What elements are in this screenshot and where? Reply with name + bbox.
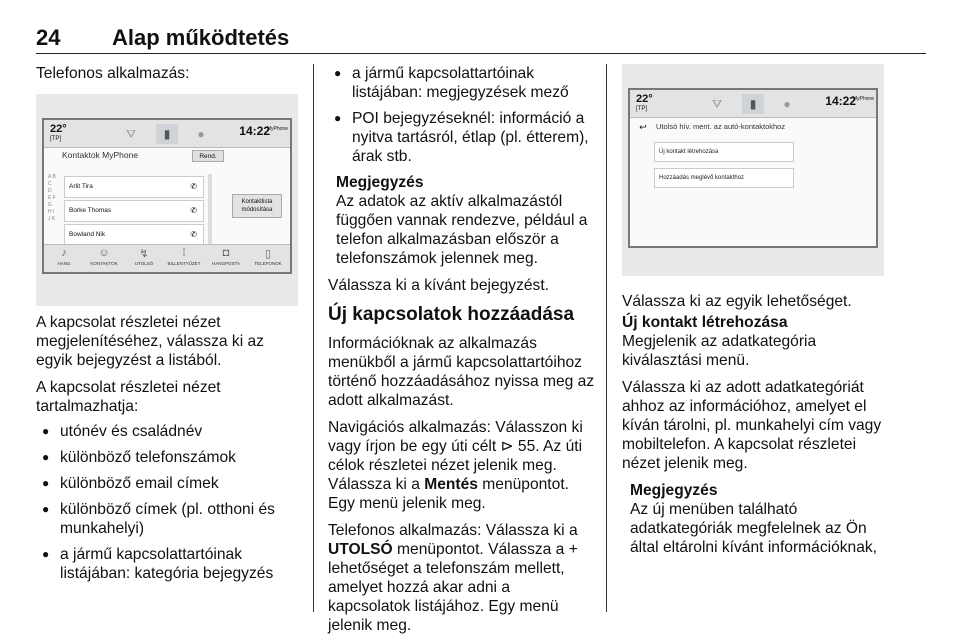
- contact-row[interactable]: [64, 200, 204, 222]
- column-3: [622, 64, 892, 565]
- column-divider: [313, 64, 314, 612]
- phone-app-icon[interactable]: ▮: [742, 94, 764, 114]
- list-item: ● különböző címek (pl. otthoni és munkahelyi): [36, 500, 298, 538]
- list-item: ● POI bejegyzéseknél: információ a nyitva tartásról, étlap (pl. étterem), árak stb.: [328, 109, 596, 166]
- menu-phones[interactable]: ▯ TELEFONOK: [250, 247, 286, 266]
- paragraph: Telefonos alkalmazás: Válassza ki a UTOLSÓ menüpontot. Válassza a + lehetőséget a telefonszám mellett, amelyet hozzá akar adni a kapcsolatok listájához. Egy menü jelenik meg.: [328, 522, 578, 634]
- paragraph: Információknak az alkalmazás menükből a jármű kapcsolattartóihoz történő hozzáadásához nyissa meg az adott alkalmazást.: [328, 335, 595, 409]
- screenshot-spacer: [622, 64, 892, 292]
- contact-row[interactable]: [64, 224, 204, 246]
- note-heading: Megjegyzés: [336, 174, 424, 191]
- list-item: ● különböző telefonszámok: [36, 448, 298, 467]
- sort-button[interactable]: Rend.: [192, 150, 224, 162]
- note-text: Az új menüben található adatkategóriák megfelelnek az Ön által eltárolni kívánt információknak,: [630, 501, 878, 556]
- phone-app-icon[interactable]: ▮: [156, 124, 178, 144]
- note-box: [630, 481, 892, 557]
- clock: 14:22: [239, 124, 270, 138]
- phone-name: MyPhone: [852, 96, 874, 102]
- keypad-icon: ⁞: [182, 247, 186, 259]
- phone-icon[interactable]: ✆: [190, 182, 197, 191]
- clock: 14:22: [825, 94, 856, 108]
- details-list-continued: [328, 64, 596, 166]
- traffic-program: [TP]: [636, 106, 648, 112]
- phone-icon[interactable]: ✆: [190, 230, 197, 239]
- phone-icon[interactable]: ✆: [190, 206, 197, 215]
- temperature: 22°: [50, 123, 67, 135]
- list-item: ● utónév és családnév: [36, 422, 298, 441]
- list-item: ● a jármű kapcsolattartóinak listájában: kategória bejegyzés: [36, 545, 298, 583]
- navigation-icon[interactable]: ⛛: [711, 97, 723, 111]
- paragraph: A kapcsolat részletei nézet megjelenítéséhez, válassza ki az egyik bejegyzést a listából.: [36, 314, 264, 369]
- section-title: Új kapcsolatok hozzáadása: [328, 304, 575, 325]
- navigation-icon[interactable]: ⛛: [125, 127, 137, 141]
- traffic-program: [TP]: [50, 136, 62, 142]
- alphabet-index[interactable]: A B C D E F G H I J K: [48, 174, 56, 222]
- page-reference[interactable]: ⊳ 55: [500, 438, 536, 455]
- menu-recent[interactable]: ↯ UTOLSÓ: [126, 247, 162, 266]
- temperature: 22°: [636, 93, 653, 105]
- paragraph: Válassza ki az egyik lehetőséget.: [622, 293, 852, 310]
- add-to-existing-option[interactable]: Hozzáadás meglévő kontakthoz: [654, 168, 794, 188]
- page-header: [36, 18, 926, 54]
- voice-icon: ♪: [61, 247, 67, 259]
- subheading: Új kontakt létrehozása: [622, 314, 788, 331]
- screen-title: Utolsó hív. ment. az autó-kontaktokhoz: [656, 122, 786, 131]
- menu-voicemail[interactable]: ◘ HANGPOSTA: [208, 247, 244, 266]
- phone-name: MyPhone: [266, 126, 288, 132]
- menu-contacts[interactable]: ☺ KONTAKTOK: [86, 247, 122, 266]
- note-box: [336, 173, 596, 268]
- contact-row[interactable]: [64, 176, 204, 198]
- details-list: [36, 422, 298, 583]
- paragraph: Navigációs alkalmazás: Válasszon ki vagy írjon be egy úti célt ⊳ 55. Az úti célok részletei nézet jelenik meg. Válassza ki a Mentés menüpontot. Egy menü jelenik meg.: [328, 419, 583, 512]
- paragraph: Válassza ki az adott adatkategóriát ahhoz az információhoz, amelyet el kíván tárolni, pl. munkahelyi cím vagy mobiltelefon. A kapcsolat részletei nézet jelenik meg.: [622, 379, 882, 472]
- menu-keypad[interactable]: ⁞ BILLENTYŰZET: [167, 247, 201, 266]
- modify-contacts-button[interactable]: Kontaktlista módosítása: [232, 194, 282, 218]
- note-text: Az adatok az aktív alkalmazástól függően vannak rendezve, például a telefon alkalmazásban először a telefonszámok jelennek meg.: [336, 193, 588, 267]
- page-number: 24: [36, 25, 61, 50]
- phones-icon: ▯: [264, 248, 272, 260]
- media-icon[interactable]: ●: [197, 127, 205, 141]
- list-item: ● a jármű kapcsolattartóinak listájában: megjegyzések mező: [328, 64, 596, 102]
- menu-term: UTOLSÓ: [328, 541, 393, 558]
- menu-voice[interactable]: ♪ HANG: [46, 247, 82, 266]
- contact-name: Arlit Tira: [69, 183, 93, 190]
- note-heading: Megjegyzés: [630, 482, 718, 499]
- column-2: [328, 64, 596, 642]
- status-bar: [44, 120, 290, 148]
- screen-title: Kontaktok MyPhone: [62, 150, 139, 160]
- page-title: Alap működtetés: [112, 25, 290, 50]
- contacts-screenshot: [36, 94, 298, 306]
- plus-icon: +: [568, 541, 578, 558]
- contacts-screen: [42, 118, 292, 274]
- column-divider: [606, 64, 607, 612]
- recent-icon: ↯: [139, 248, 149, 260]
- contact-name: Bowland Nik: [69, 231, 106, 238]
- paragraph: Válassza ki a kívánt bejegyzést.: [328, 277, 550, 294]
- contacts-icon: ☺: [98, 247, 110, 259]
- menu-term: Mentés: [424, 476, 478, 493]
- list-item: ● különböző email címek: [36, 474, 298, 493]
- create-contact-option[interactable]: Új kontakt létrehozása: [654, 142, 794, 162]
- bottom-menu: [44, 244, 290, 272]
- back-arrow-icon[interactable]: ↩: [639, 122, 647, 132]
- paragraph: A kapcsolat részletei nézet tartalmazhatja:: [36, 379, 221, 415]
- contact-name: Borke Thomas: [69, 207, 112, 214]
- media-icon[interactable]: ●: [783, 97, 791, 111]
- intro-text: Telefonos alkalmazás:: [36, 65, 190, 82]
- voicemail-icon: ◘: [222, 247, 230, 259]
- paragraph: Megjelenik az adatkategória kiválasztási menü.: [622, 333, 817, 369]
